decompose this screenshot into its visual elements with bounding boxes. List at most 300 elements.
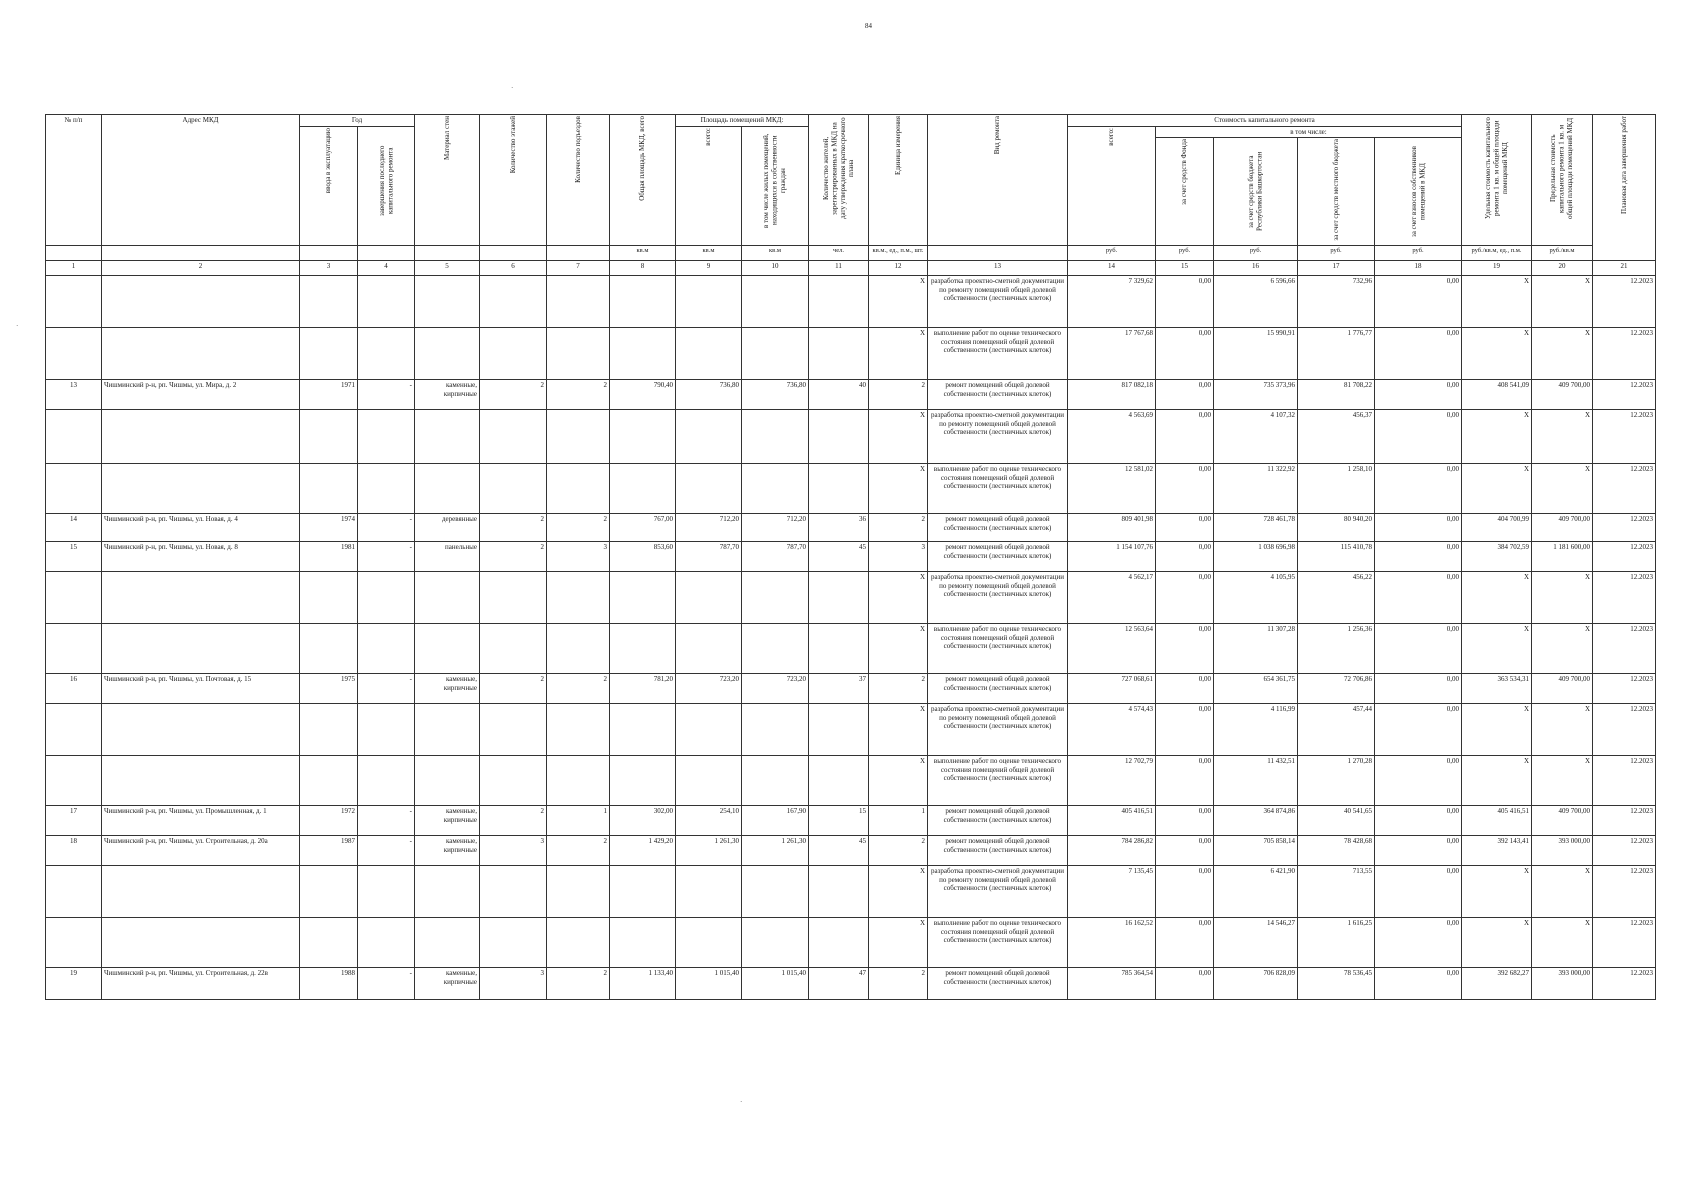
column-number: 8 bbox=[610, 261, 676, 276]
cell-unit: 2 bbox=[869, 836, 928, 866]
scan-speck: · bbox=[740, 1098, 743, 1106]
table-row bbox=[46, 866, 1656, 918]
header-cost-group: Стоимость капитального ремонта bbox=[1068, 115, 1462, 127]
cell-ent: 1 bbox=[547, 806, 610, 836]
cell-unit: 2 bbox=[869, 514, 928, 542]
cell-y1 bbox=[300, 572, 358, 624]
cell-work: выполнение работ по оценке технического состояния помещений общей долевой собственности (лестничных клеток) bbox=[928, 756, 1068, 806]
cell-unit: 3 bbox=[869, 542, 928, 572]
cell-no bbox=[46, 328, 102, 380]
cell-work: разработка проектно-сметной документации по ремонту помещений общей долевой собственности (лестничных клеток) bbox=[928, 276, 1068, 328]
cell-a_inc bbox=[742, 624, 809, 674]
header-limit-cost: Предельная стоимость капитального ремонта 1 кв. м общей площади помещений МКД bbox=[1532, 115, 1593, 246]
table-row bbox=[46, 704, 1656, 756]
cell-rep: 728 461,78 bbox=[1214, 514, 1298, 542]
cell-y2: - bbox=[358, 836, 415, 866]
unit-cell: кв.м bbox=[610, 246, 676, 261]
cell-date: 12.2023 bbox=[1593, 918, 1656, 968]
cell-a_inc bbox=[742, 866, 809, 918]
cell-y1: 1971 bbox=[300, 380, 358, 410]
cell-no: 16 bbox=[46, 674, 102, 704]
header-year-group: Год bbox=[300, 115, 415, 127]
cell-wall bbox=[415, 756, 480, 806]
cell-y1 bbox=[300, 276, 358, 328]
cell-lc: X bbox=[1532, 624, 1593, 674]
cell-local: 1 776,77 bbox=[1298, 328, 1375, 380]
cell-ent bbox=[547, 756, 610, 806]
cell-a_inc: 787,70 bbox=[742, 542, 809, 572]
header-floors: Количество этажей bbox=[480, 115, 547, 246]
cell-y2: - bbox=[358, 806, 415, 836]
table-row bbox=[46, 542, 1656, 572]
cell-local: 78 536,45 bbox=[1298, 968, 1375, 1000]
cell-a_all: 1 015,40 bbox=[676, 968, 742, 1000]
cell-y2 bbox=[358, 918, 415, 968]
cell-local: 456,22 bbox=[1298, 572, 1375, 624]
cell-res: 15 bbox=[809, 806, 869, 836]
cell-rep: 11 322,92 bbox=[1214, 464, 1298, 514]
cell-area: 853,60 bbox=[610, 542, 676, 572]
cell-work: выполнение работ по оценке технического состояния помещений общей долевой собственности (лестничных клеток) bbox=[928, 328, 1068, 380]
cell-y1 bbox=[300, 756, 358, 806]
cell-work: выполнение работ по оценке технического состояния помещений общей долевой собственности (лестничных клеток) bbox=[928, 624, 1068, 674]
cell-date: 12.2023 bbox=[1593, 968, 1656, 1000]
cell-date: 12.2023 bbox=[1593, 624, 1656, 674]
cell-a_inc: 723,20 bbox=[742, 674, 809, 704]
header-cost-local: за счет средств местного бюджета bbox=[1298, 138, 1375, 246]
header-cost-incl: в том числе: bbox=[1156, 127, 1462, 138]
cell-res bbox=[809, 410, 869, 464]
cell-lc: X bbox=[1532, 756, 1593, 806]
cell-res: 36 bbox=[809, 514, 869, 542]
cell-lc: X bbox=[1532, 704, 1593, 756]
cell-ent bbox=[547, 464, 610, 514]
cell-no: 15 bbox=[46, 542, 102, 572]
cell-a_inc bbox=[742, 464, 809, 514]
cell-rep: 11 307,28 bbox=[1214, 624, 1298, 674]
cell-local: 457,44 bbox=[1298, 704, 1375, 756]
cell-ent: 3 bbox=[547, 542, 610, 572]
header-wall: Материал стен bbox=[415, 115, 480, 246]
table-row bbox=[46, 918, 1656, 968]
cell-floors bbox=[480, 276, 547, 328]
cell-total: 405 416,51 bbox=[1068, 806, 1156, 836]
cell-area: 1 133,40 bbox=[610, 968, 676, 1000]
cell-own: 0,00 bbox=[1375, 410, 1462, 464]
cell-work: ремонт помещений общей долевой собственности (лестничных клеток) bbox=[928, 542, 1068, 572]
cell-res bbox=[809, 572, 869, 624]
cell-unit: 2 bbox=[869, 380, 928, 410]
cell-y1: 1981 bbox=[300, 542, 358, 572]
cell-rep: 1 038 696,98 bbox=[1214, 542, 1298, 572]
column-number: 20 bbox=[1532, 261, 1593, 276]
cell-address: Чишминский р-н, рп. Чишмы, ул. Почтовая, д. 15 bbox=[102, 674, 300, 704]
cell-local: 456,37 bbox=[1298, 410, 1375, 464]
cell-total: 817 082,18 bbox=[1068, 380, 1156, 410]
cell-own: 0,00 bbox=[1375, 380, 1462, 410]
cell-lc: 409 700,00 bbox=[1532, 380, 1593, 410]
cell-fund: 0,00 bbox=[1156, 866, 1214, 918]
cell-fund: 0,00 bbox=[1156, 674, 1214, 704]
column-number: 14 bbox=[1068, 261, 1156, 276]
cell-total: 4 563,69 bbox=[1068, 410, 1156, 464]
cell-total: 785 364,54 bbox=[1068, 968, 1156, 1000]
cell-y2 bbox=[358, 624, 415, 674]
column-number: 1 bbox=[46, 261, 102, 276]
cell-address bbox=[102, 328, 300, 380]
cell-ent: 2 bbox=[547, 836, 610, 866]
header-area-group: Площадь помещений МКД: bbox=[676, 115, 809, 127]
header-residents: Количество жителей, зарегистрированных в МКД на дату утверждения краткосрочного плана bbox=[809, 115, 869, 246]
cell-rep: 735 373,96 bbox=[1214, 380, 1298, 410]
table-row bbox=[46, 572, 1656, 624]
cell-area bbox=[610, 704, 676, 756]
cell-own: 0,00 bbox=[1375, 276, 1462, 328]
table-row bbox=[46, 806, 1656, 836]
cell-lc: 393 000,00 bbox=[1532, 836, 1593, 866]
column-number: 15 bbox=[1156, 261, 1214, 276]
cell-y1: 1975 bbox=[300, 674, 358, 704]
cell-ent bbox=[547, 328, 610, 380]
cell-ent bbox=[547, 572, 610, 624]
cell-a_inc bbox=[742, 704, 809, 756]
column-number: 2 bbox=[102, 261, 300, 276]
table-row bbox=[46, 410, 1656, 464]
cell-lc: X bbox=[1532, 328, 1593, 380]
cell-y2: - bbox=[358, 514, 415, 542]
cell-unit: X bbox=[869, 328, 928, 380]
cell-wall bbox=[415, 410, 480, 464]
unit-cell: руб./кв.м, ед., п.м. bbox=[1462, 246, 1532, 261]
cell-uc: X bbox=[1462, 756, 1532, 806]
cell-work: разработка проектно-сметной документации по ремонту помещений общей долевой собственности (лестничных клеток) bbox=[928, 410, 1068, 464]
cell-area: 1 429,20 bbox=[610, 836, 676, 866]
cell-uc: 384 702,59 bbox=[1462, 542, 1532, 572]
cell-a_all bbox=[676, 572, 742, 624]
cell-work: ремонт помещений общей долевой собственности (лестничных клеток) bbox=[928, 380, 1068, 410]
cell-address bbox=[102, 276, 300, 328]
cell-ent bbox=[547, 624, 610, 674]
cell-wall: каменные, кирпичные bbox=[415, 380, 480, 410]
cell-address bbox=[102, 756, 300, 806]
cell-date: 12.2023 bbox=[1593, 464, 1656, 514]
unit-cell: руб. bbox=[1375, 246, 1462, 261]
cell-address: Чишминский р-н, рп. Чишмы, ул. Мира, д. 2 bbox=[102, 380, 300, 410]
cell-floors: 3 bbox=[480, 836, 547, 866]
cell-fund: 0,00 bbox=[1156, 328, 1214, 380]
column-number: 13 bbox=[928, 261, 1068, 276]
header-unit: Единица измерения bbox=[869, 115, 928, 246]
cell-uc: 405 416,51 bbox=[1462, 806, 1532, 836]
cell-floors: 2 bbox=[480, 514, 547, 542]
column-number: 5 bbox=[415, 261, 480, 276]
cell-uc: 404 700,99 bbox=[1462, 514, 1532, 542]
cell-total: 4 574,43 bbox=[1068, 704, 1156, 756]
cell-floors bbox=[480, 704, 547, 756]
cell-fund: 0,00 bbox=[1156, 514, 1214, 542]
cell-area: 781,20 bbox=[610, 674, 676, 704]
table-row bbox=[46, 514, 1656, 542]
cell-area bbox=[610, 624, 676, 674]
cell-date: 12.2023 bbox=[1593, 380, 1656, 410]
cell-date: 12.2023 bbox=[1593, 542, 1656, 572]
cell-own: 0,00 bbox=[1375, 836, 1462, 866]
table-row bbox=[46, 674, 1656, 704]
cell-lc: X bbox=[1532, 464, 1593, 514]
cell-y1 bbox=[300, 704, 358, 756]
cell-own: 0,00 bbox=[1375, 968, 1462, 1000]
cell-wall: каменные, кирпичные bbox=[415, 836, 480, 866]
cell-a_inc bbox=[742, 756, 809, 806]
cell-a_inc: 736,80 bbox=[742, 380, 809, 410]
cell-address: Чишминский р-н, рп. Чишмы, ул. Новая, д. 8 bbox=[102, 542, 300, 572]
cell-rep: 4 107,32 bbox=[1214, 410, 1298, 464]
cell-no bbox=[46, 866, 102, 918]
unit-cell: руб./кв.м bbox=[1532, 246, 1593, 261]
cell-uc: X bbox=[1462, 572, 1532, 624]
unit-cell: чел. bbox=[809, 246, 869, 261]
cell-own: 0,00 bbox=[1375, 624, 1462, 674]
column-number: 7 bbox=[547, 261, 610, 276]
cell-no: 18 bbox=[46, 836, 102, 866]
cell-ent: 2 bbox=[547, 674, 610, 704]
cell-work: выполнение работ по оценке технического состояния помещений общей долевой собственности (лестничных клеток) bbox=[928, 464, 1068, 514]
column-number: 16 bbox=[1214, 261, 1298, 276]
cell-fund: 0,00 bbox=[1156, 380, 1214, 410]
cell-lc: X bbox=[1532, 918, 1593, 968]
cell-y1 bbox=[300, 624, 358, 674]
cell-floors bbox=[480, 328, 547, 380]
cell-date: 12.2023 bbox=[1593, 410, 1656, 464]
cell-total: 7 135,45 bbox=[1068, 866, 1156, 918]
header-year-repair: завершения последнего капитального ремонта bbox=[358, 127, 415, 246]
cell-unit: X bbox=[869, 572, 928, 624]
cell-y2 bbox=[358, 704, 415, 756]
cell-y2 bbox=[358, 464, 415, 514]
cell-unit: X bbox=[869, 276, 928, 328]
table-row bbox=[46, 328, 1656, 380]
cell-a_inc bbox=[742, 918, 809, 968]
cell-lc: 1 181 600,00 bbox=[1532, 542, 1593, 572]
cell-res bbox=[809, 276, 869, 328]
table-row bbox=[46, 380, 1656, 410]
table-row bbox=[46, 968, 1656, 1000]
unit-cell: руб. bbox=[1156, 246, 1214, 261]
cell-wall: каменные, кирпичные bbox=[415, 674, 480, 704]
header-address: Адрес МКД bbox=[102, 115, 300, 246]
cell-y2: - bbox=[358, 674, 415, 704]
repair-plan-table bbox=[45, 114, 1656, 1000]
table-row bbox=[46, 756, 1656, 806]
cell-own: 0,00 bbox=[1375, 542, 1462, 572]
cell-fund: 0,00 bbox=[1156, 572, 1214, 624]
cell-rep: 14 546,27 bbox=[1214, 918, 1298, 968]
cell-ent bbox=[547, 704, 610, 756]
cell-floors bbox=[480, 918, 547, 968]
cell-own: 0,00 bbox=[1375, 572, 1462, 624]
header-area-included: в том числе жилых помещений, находящихся в собственности граждан bbox=[742, 127, 809, 246]
cell-a_inc bbox=[742, 328, 809, 380]
cell-uc: X bbox=[1462, 624, 1532, 674]
scan-speck: · bbox=[16, 322, 19, 330]
header-work: Вид ремонта bbox=[928, 115, 1068, 246]
cell-address bbox=[102, 572, 300, 624]
cell-y1: 1974 bbox=[300, 514, 358, 542]
cell-local: 72 706,86 bbox=[1298, 674, 1375, 704]
cell-total: 809 401,98 bbox=[1068, 514, 1156, 542]
cell-total: 784 286,82 bbox=[1068, 836, 1156, 866]
cell-res bbox=[809, 866, 869, 918]
cell-lc: 409 700,00 bbox=[1532, 514, 1593, 542]
cell-work: ремонт помещений общей долевой собственности (лестничных клеток) bbox=[928, 674, 1068, 704]
cell-wall bbox=[415, 918, 480, 968]
cell-date: 12.2023 bbox=[1593, 866, 1656, 918]
header-no: № п/п bbox=[46, 115, 102, 246]
cell-area bbox=[610, 918, 676, 968]
cell-fund: 0,00 bbox=[1156, 624, 1214, 674]
cell-y2: - bbox=[358, 542, 415, 572]
cell-local: 40 541,65 bbox=[1298, 806, 1375, 836]
cell-no bbox=[46, 464, 102, 514]
cell-area: 302,00 bbox=[610, 806, 676, 836]
column-number-row bbox=[46, 261, 1656, 276]
cell-uc: 408 541,09 bbox=[1462, 380, 1532, 410]
cell-lc: X bbox=[1532, 276, 1593, 328]
cell-floors bbox=[480, 464, 547, 514]
cell-floors bbox=[480, 756, 547, 806]
cell-local: 1 616,25 bbox=[1298, 918, 1375, 968]
cell-lc: 409 700,00 bbox=[1532, 674, 1593, 704]
cell-total: 727 068,61 bbox=[1068, 674, 1156, 704]
cell-local: 115 410,78 bbox=[1298, 542, 1375, 572]
cell-a_all: 736,80 bbox=[676, 380, 742, 410]
scan-speck: · bbox=[511, 84, 514, 92]
cell-a_all bbox=[676, 276, 742, 328]
cell-rep: 4 116,99 bbox=[1214, 704, 1298, 756]
cell-wall bbox=[415, 704, 480, 756]
cell-uc: X bbox=[1462, 276, 1532, 328]
column-number: 11 bbox=[809, 261, 869, 276]
cell-unit: X bbox=[869, 756, 928, 806]
cell-no: 14 bbox=[46, 514, 102, 542]
cell-date: 12.2023 bbox=[1593, 704, 1656, 756]
page-number: 84 bbox=[865, 22, 872, 30]
cell-work: разработка проектно-сметной документации по ремонту помещений общей долевой собственности (лестничных клеток) bbox=[928, 704, 1068, 756]
cell-res bbox=[809, 464, 869, 514]
cell-wall: каменные, кирпичные bbox=[415, 968, 480, 1000]
cell-uc: 392 682,27 bbox=[1462, 968, 1532, 1000]
cell-y1: 1988 bbox=[300, 968, 358, 1000]
cell-address bbox=[102, 410, 300, 464]
cell-floors: 2 bbox=[480, 380, 547, 410]
cell-floors: 2 bbox=[480, 674, 547, 704]
cell-unit: X bbox=[869, 704, 928, 756]
cell-fund: 0,00 bbox=[1156, 968, 1214, 1000]
cell-res bbox=[809, 756, 869, 806]
cell-no bbox=[46, 624, 102, 674]
cell-own: 0,00 bbox=[1375, 806, 1462, 836]
column-number: 4 bbox=[358, 261, 415, 276]
cell-lc: 409 700,00 bbox=[1532, 806, 1593, 836]
cell-unit: X bbox=[869, 624, 928, 674]
cell-area: 767,00 bbox=[610, 514, 676, 542]
cell-total: 16 162,52 bbox=[1068, 918, 1156, 968]
cell-floors bbox=[480, 624, 547, 674]
cell-a_all: 787,70 bbox=[676, 542, 742, 572]
cell-uc: X bbox=[1462, 328, 1532, 380]
cell-y2: - bbox=[358, 380, 415, 410]
cell-rep: 6 421,90 bbox=[1214, 866, 1298, 918]
cell-uc: X bbox=[1462, 464, 1532, 514]
cell-rep: 11 432,51 bbox=[1214, 756, 1298, 806]
cell-area bbox=[610, 866, 676, 918]
cell-work: разработка проектно-сметной документации по ремонту помещений общей долевой собственности (лестничных клеток) bbox=[928, 572, 1068, 624]
cell-y2 bbox=[358, 756, 415, 806]
cell-a_all: 254,10 bbox=[676, 806, 742, 836]
cell-a_all: 723,20 bbox=[676, 674, 742, 704]
cell-work: ремонт помещений общей долевой собственности (лестничных клеток) bbox=[928, 968, 1068, 1000]
cell-a_all bbox=[676, 918, 742, 968]
cell-res: 45 bbox=[809, 836, 869, 866]
cell-address: Чишминский р-н, рп. Чишмы, ул. Новая, д. 4 bbox=[102, 514, 300, 542]
cell-fund: 0,00 bbox=[1156, 276, 1214, 328]
cell-no: 13 bbox=[46, 380, 102, 410]
cell-a_inc bbox=[742, 276, 809, 328]
cell-wall bbox=[415, 464, 480, 514]
header-year-commission: ввода в эксплуатацию bbox=[300, 127, 358, 246]
cell-local: 78 428,68 bbox=[1298, 836, 1375, 866]
cell-date: 12.2023 bbox=[1593, 328, 1656, 380]
header-date: Плановая дата завершения работ bbox=[1593, 115, 1656, 261]
cell-res bbox=[809, 328, 869, 380]
cell-wall: деревянные bbox=[415, 514, 480, 542]
cell-res: 45 bbox=[809, 542, 869, 572]
cell-local: 1 256,36 bbox=[1298, 624, 1375, 674]
cell-no bbox=[46, 410, 102, 464]
cell-area bbox=[610, 276, 676, 328]
cell-own: 0,00 bbox=[1375, 756, 1462, 806]
cell-fund: 0,00 bbox=[1156, 806, 1214, 836]
cell-local: 1 270,28 bbox=[1298, 756, 1375, 806]
cell-lc: 393 000,00 bbox=[1532, 968, 1593, 1000]
cell-no: 17 bbox=[46, 806, 102, 836]
cell-date: 12.2023 bbox=[1593, 514, 1656, 542]
cell-work: ремонт помещений общей долевой собственности (лестничных клеток) bbox=[928, 836, 1068, 866]
cell-unit: 1 bbox=[869, 806, 928, 836]
cell-uc: X bbox=[1462, 866, 1532, 918]
cell-wall: панельные bbox=[415, 542, 480, 572]
cell-floors: 2 bbox=[480, 542, 547, 572]
column-number: 6 bbox=[480, 261, 547, 276]
column-number: 9 bbox=[676, 261, 742, 276]
cell-unit: X bbox=[869, 918, 928, 968]
cell-res: 37 bbox=[809, 674, 869, 704]
cell-address bbox=[102, 866, 300, 918]
cell-uc: X bbox=[1462, 410, 1532, 464]
cell-floors bbox=[480, 410, 547, 464]
cell-ent bbox=[547, 410, 610, 464]
cell-a_all bbox=[676, 866, 742, 918]
cell-rep: 706 828,09 bbox=[1214, 968, 1298, 1000]
cell-date: 12.2023 bbox=[1593, 674, 1656, 704]
cell-address bbox=[102, 704, 300, 756]
cell-unit: X bbox=[869, 464, 928, 514]
cell-wall bbox=[415, 624, 480, 674]
table-row bbox=[46, 276, 1656, 328]
cell-a_inc bbox=[742, 410, 809, 464]
cell-local: 81 708,22 bbox=[1298, 380, 1375, 410]
cell-rep: 364 874,86 bbox=[1214, 806, 1298, 836]
